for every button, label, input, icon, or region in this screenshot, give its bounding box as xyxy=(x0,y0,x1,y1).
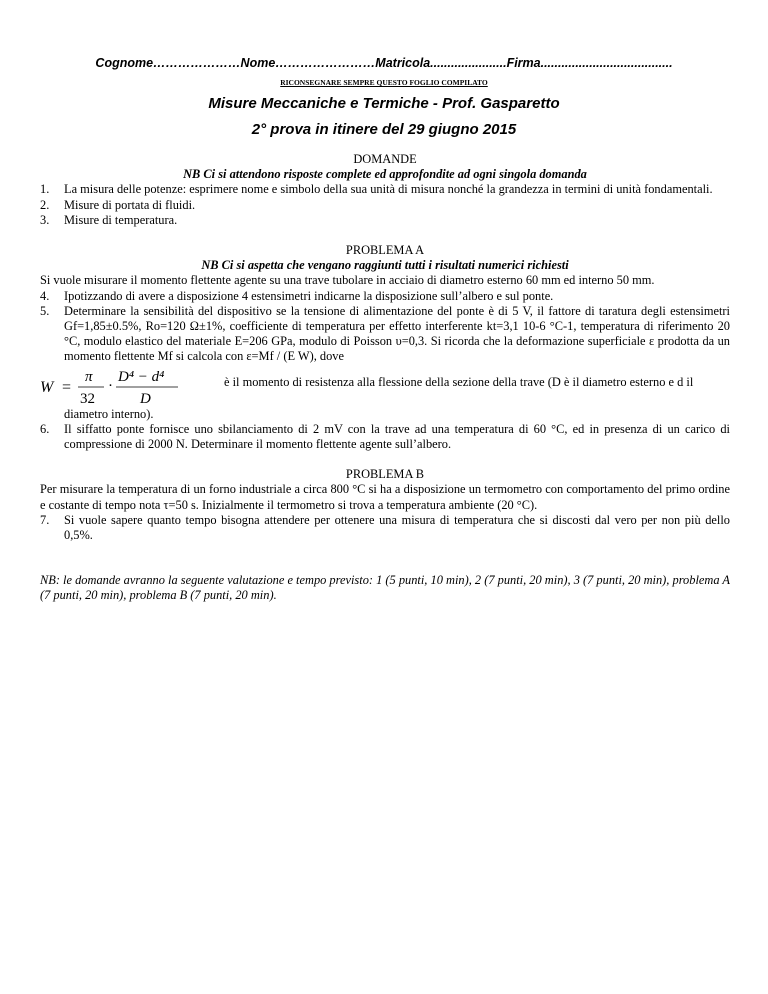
problema-a-intro: Si vuole misurare il momento flettente agente su una trave tubolare in acciaio di diametro esterno 60 mm ed interno 50 mm. xyxy=(40,273,655,288)
question-number: 2. xyxy=(40,197,50,212)
exam-body xyxy=(40,152,730,604)
problema-b-heading: PROBLEMA B xyxy=(345,467,425,482)
exam-subtitle: 2° prova in itinere del 29 giugno 2015 xyxy=(251,121,517,138)
formula-numerator: D⁴ − d⁴ xyxy=(118,368,165,385)
course-title: Misure Meccaniche e Termiche - Prof. Gasparetto xyxy=(208,95,560,112)
question-text: Si vuole sapere quanto tempo bisogna attendere per ottenere una misura di temperatura che si discosti dal vero per non più dello 0,5%. xyxy=(64,512,730,543)
question-number: 3. xyxy=(40,212,50,227)
formula-pi: π xyxy=(85,368,93,385)
problema-a-heading: PROBLEMA A xyxy=(345,243,425,258)
question-item xyxy=(40,213,730,228)
formula-row xyxy=(40,365,730,407)
formula-dot: · xyxy=(108,377,113,394)
question-text: Misure di temperatura. xyxy=(64,212,178,227)
question-number: 6. xyxy=(40,421,50,436)
question-item xyxy=(40,304,730,365)
grading-note: NB: le domande avranno la seguente valutazione e tempo previsto: 1 (5 punti, 10 min), 2 (7 punti, 20 min), 3 (7 punti, 20 min), problema A (7 punti, 20 min), problema B (7 punti, 20 min). xyxy=(40,573,730,603)
problema-b-intro: Per misurare la temperatura di un forno industriale a circa 800 °C si ha a disposizione un termometro con comportamento del primo ordine e costante di tempo nota τ=50 s. Inizialmente il termometro si trova a temperatura ambiente (20 °C). xyxy=(40,482,730,512)
formula-den-d: D xyxy=(140,390,151,407)
domande-heading: DOMANDE xyxy=(353,152,417,166)
question-text: Determinare la sensibilità del dispositivo se la tensione di alimentazione del ponte è di 5 V, il fattore di taratura degli estensimetri Gf=1,85±0.5%, Ro=120 Ω±1%, coefficiente di temperatura per effetto interferente kt=3,1 10-6 °C-1, temperatura di riferimento 20 °C, modulo elastico del materiale E=206 GPa, modulo di Poisson υ=0,3. Si ricorda che la deformazione superficiale ε prodotta da un momento flettente Mf si calcola con ε=Mf / (E W), dove xyxy=(64,303,730,364)
question-number: 1. xyxy=(40,182,50,197)
question-item xyxy=(40,289,730,304)
section-modulus-formula xyxy=(40,365,220,407)
question-text: La misura delle potenze: esprimere nome e simbolo della sua unità di misura nonché la grandezza in termini di unità fondamentali. xyxy=(64,182,713,197)
problema-a-note: NB Ci si aspetta che vengano raggiunti tutti i risultati numerici richiesti xyxy=(201,258,569,273)
formula-den-32: 32 xyxy=(80,390,95,407)
formula-explanation: è il momento di resistenza alla flessione della sezione della trave (D è il diametro esterno e d il xyxy=(224,374,694,389)
question-item xyxy=(40,422,730,452)
formula-continuation: diametro interno). xyxy=(64,406,154,421)
question-number: 7. xyxy=(40,512,50,527)
question-text: Ipotizzando di avere a disposizione 4 estensimetri indicarne la disposizione sull’albero e sul ponte. xyxy=(64,288,554,303)
question-text: Misure di portata di fluidi. xyxy=(64,197,196,212)
question-text: Il siffatto ponte fornisce uno sbilanciamento di 2 mV con la trave ad una temperatura di 60 °C, ed in presenza di un carico di compressione di 2000 N. Determinare il momento flettente agente sull’albero. xyxy=(64,421,730,452)
question-item xyxy=(40,182,730,197)
question-number: 4. xyxy=(40,288,50,303)
formula-lhs: W xyxy=(40,378,54,396)
question-number: 5. xyxy=(40,303,50,318)
question-item xyxy=(40,198,730,213)
return-notice: RICONSEGNARE SEMPRE QUESTO FOGLIO COMPILATO xyxy=(280,78,488,87)
question-item xyxy=(40,513,730,543)
formula-equals: = xyxy=(62,378,72,396)
domande-note: NB Ci si attendono risposte complete ed approfondite ad ogni singola domanda xyxy=(183,167,587,182)
student-info-line: Cognome…………………Nome……………………Matricola......................Firma...................................... xyxy=(95,56,673,70)
